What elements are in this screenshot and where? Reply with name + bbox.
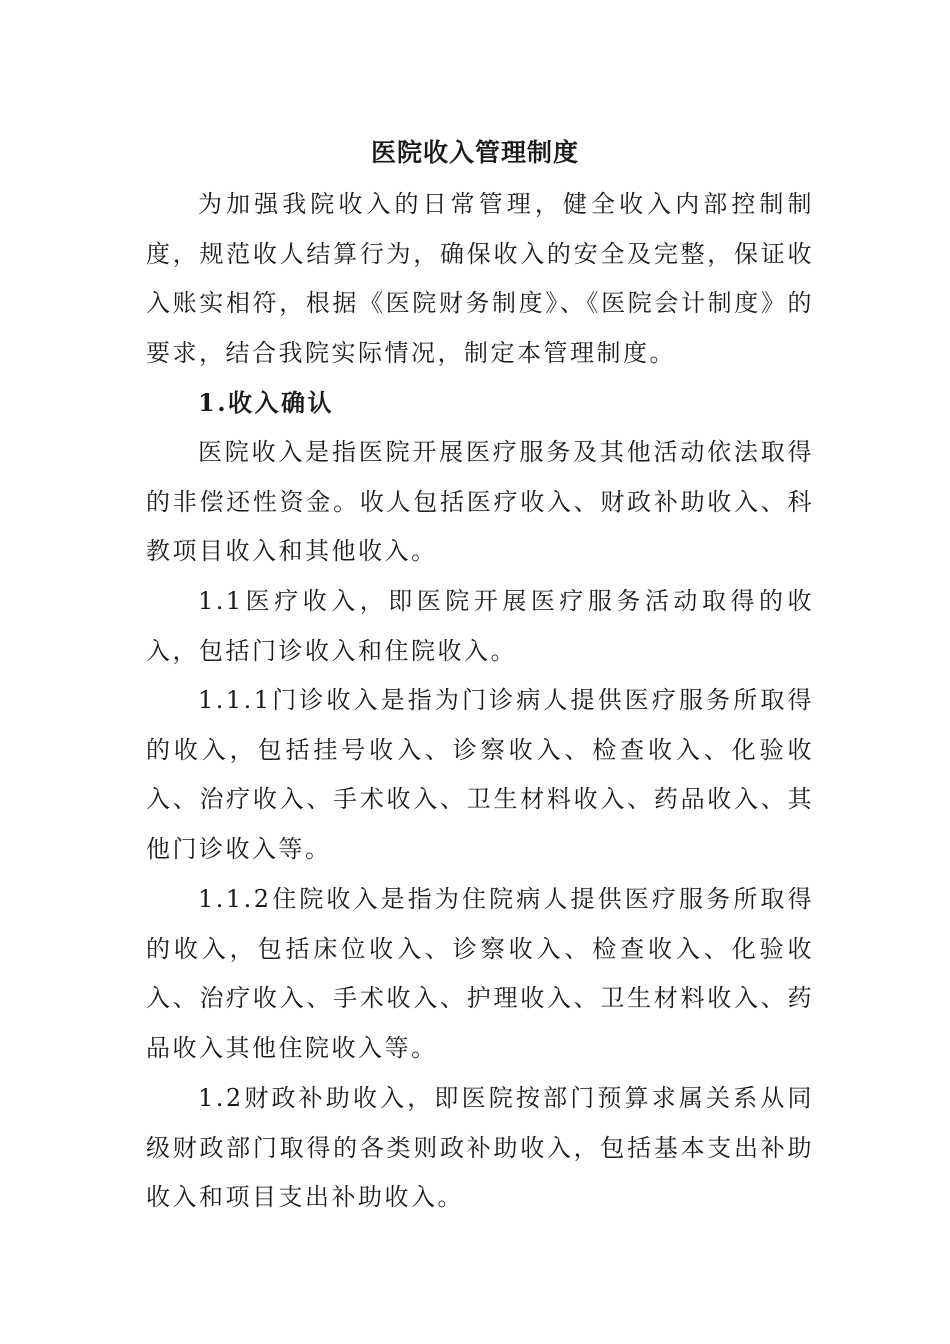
inpatient-revenue-paragraph: 1.1.2住院收入是指为住院病人提供医疗服务所取得的收入，包括床位收入、诊察收入、检查收入、化验收入、治疗收入、手术收入、护理收入、卫生材料收入、药品收入其他住院收入等。 [146, 885, 814, 1062]
document-title: 医院收入管理制度 [370, 138, 579, 167]
revenue-definition-paragraph: 医院收入是指医院开展医疗服务及其他活动依法取得的非偿还性资金。收人包括医疗收入、财政补助收入、科教项目收入和其他收入。 [146, 438, 814, 566]
outpatient-revenue-paragraph: 1.1.1门诊收入是指为门诊病人提供医疗服务所取得的收入，包括挂号收入、诊察收入、检查收入、化验收入、治疗收入、手术收入、卫生材料收入、药品收入、其他门诊收入等。 [146, 686, 814, 863]
medical-revenue-paragraph: 1.1医疗收入，即医院开展医疗服务活动取得的收入，包括门诊收入和住院收入。 [146, 587, 814, 665]
fiscal-subsidy-paragraph: 1.2财政补助收入，即医院按部门预算求属关系从同级财政部门取得的各类则政补助收入，包括基本支出补助收入和项目支出补助收入。 [146, 1084, 814, 1212]
section-heading-revenue-recognition: 1.收入确认 [198, 388, 335, 417]
intro-paragraph: 为加强我院收入的日常管理，健全收入内部控制制度，规范收人结算行为，确保收入的安全及完整，保证收入账实相符，根据《医院财务制度》、《医院会计制度》的要求，结合我院实际情况，制定本管理制度。 [146, 190, 814, 367]
